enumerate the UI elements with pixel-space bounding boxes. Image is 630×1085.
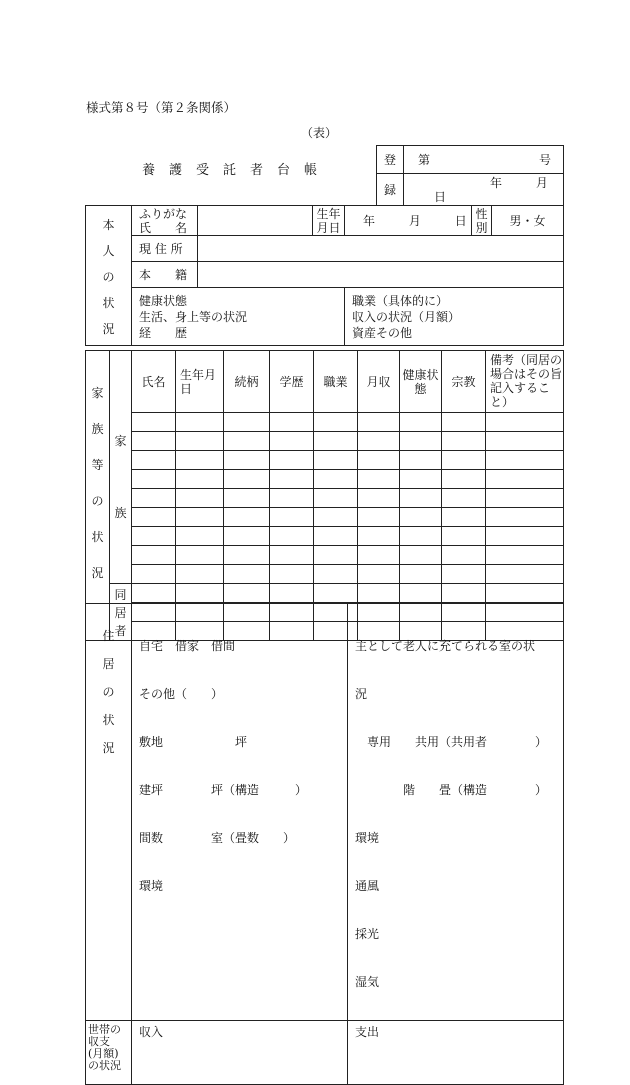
housing-label-char: 況 — [102, 741, 115, 755]
family-sublabel-char: 族 — [114, 506, 127, 520]
cohabitant-row[interactable] — [86, 584, 564, 603]
name-label: 氏 名 — [139, 220, 188, 235]
housing-line: 敷地 坪 — [139, 735, 248, 749]
birth-day-label: 日 — [454, 213, 467, 228]
col-header-health: 健康状態 — [400, 351, 442, 413]
family-section — [85, 350, 564, 641]
birth-label-cell — [313, 206, 345, 236]
furigana-label: ふりがな — [139, 206, 188, 221]
family-label-char: の — [91, 494, 104, 508]
housing-line: 建坪 坪（構造 ） — [139, 783, 308, 797]
reg-month-label: 月 — [535, 175, 548, 190]
family-row[interactable] — [86, 432, 564, 451]
reg-year-label: 年 — [490, 175, 503, 190]
room-line: 環境 — [355, 831, 380, 845]
room-line: 湿気 — [355, 975, 380, 989]
person-section — [85, 205, 564, 346]
cohabit-char: 同 — [114, 588, 127, 602]
sex-label-1: 性 — [475, 206, 488, 221]
registration-date-field[interactable] — [404, 174, 564, 206]
col-header-birthdate: 生年月日 — [176, 351, 224, 413]
finance-section-label — [86, 1021, 132, 1085]
family-row[interactable] — [86, 546, 564, 565]
birth-month-label: 月 — [408, 213, 421, 228]
finance-label-line: の状況 — [88, 1059, 121, 1072]
family-row[interactable] — [86, 451, 564, 470]
name-input[interactable] — [198, 206, 313, 236]
name-label-cell — [132, 206, 198, 236]
family-row[interactable] — [86, 470, 564, 489]
health-line: 健康状態 — [139, 294, 188, 308]
family-label-char: 況 — [91, 566, 104, 580]
person-label-char: の — [102, 270, 115, 284]
birth-date-input[interactable] — [345, 206, 472, 236]
family-row[interactable] — [86, 508, 564, 527]
person-label-char: 本 — [102, 218, 115, 232]
job-line: 資産その他 — [352, 326, 413, 340]
col-header-occupation: 職業 — [314, 351, 358, 413]
housing-line: その他（ ） — [139, 687, 224, 701]
housing-section-label — [86, 604, 132, 1021]
elderly-room-details[interactable] — [348, 604, 564, 1021]
family-section-label — [86, 351, 110, 641]
sex-label-2: 別 — [475, 220, 488, 235]
domicile-label: 本 籍 — [132, 262, 198, 288]
housing-label-char: 状 — [102, 713, 115, 727]
family-row[interactable] — [86, 413, 564, 432]
col-header-remarks: 備考（同居の場合はその旨記入すること） — [486, 351, 564, 413]
col-header-education: 学歴 — [270, 351, 314, 413]
family-sublabel — [110, 351, 132, 584]
registration-label-top: 登 — [377, 146, 404, 174]
col-header-religion: 宗教 — [442, 351, 486, 413]
expense-label: 支出 — [355, 1025, 380, 1039]
reg-day-label: 日 — [434, 189, 447, 204]
housing-label-char: 住 — [102, 629, 115, 643]
family-label-char: 族 — [91, 422, 104, 436]
document-title: 養護受託者台帳 — [142, 163, 332, 178]
cohabit-char: 居 — [114, 606, 127, 620]
job-line: 収入の状況（月額） — [352, 310, 461, 324]
housing-details[interactable] — [132, 604, 348, 1021]
address-label: 現 住 所 — [132, 236, 198, 262]
registration-number-field[interactable] — [404, 146, 564, 174]
family-label-char: 家 — [91, 386, 104, 400]
number-suffix: 号 — [538, 152, 551, 167]
cohabit-char: 者 — [114, 624, 127, 638]
family-label-char: 等 — [91, 458, 104, 472]
housing-label-char: の — [102, 685, 115, 699]
col-header-monthly-income: 月収 — [358, 351, 400, 413]
family-row[interactable] — [86, 565, 564, 584]
birth-label-2: 月日 — [316, 220, 341, 235]
address-input[interactable] — [198, 236, 564, 262]
room-line: 通風 — [355, 879, 380, 893]
housing-line: 環境 — [139, 879, 164, 893]
expense-field[interactable] — [348, 1021, 564, 1085]
form-number: 様式第８号（第２条関係） — [86, 100, 237, 115]
housing-line: 間数 室（畳数 ） — [139, 831, 296, 845]
registration-box — [376, 145, 564, 206]
col-header-name: 氏名 — [132, 351, 176, 413]
room-line: 況 — [355, 687, 368, 701]
family-row[interactable] — [86, 489, 564, 508]
room-line: 専用 共用（共用者 ） — [355, 735, 548, 749]
health-line: 経 歴 — [139, 326, 188, 340]
health-line: 生活、身上等の状況 — [139, 310, 248, 324]
col-header-relation: 続柄 — [224, 351, 270, 413]
birth-year-label: 年 — [363, 213, 376, 228]
health-status-cell[interactable] — [132, 288, 345, 346]
room-line: 採光 — [355, 927, 380, 941]
person-label-char: 況 — [102, 322, 115, 336]
occupation-cell[interactable] — [345, 288, 564, 346]
number-prefix: 第 — [418, 152, 431, 167]
domicile-input[interactable] — [198, 262, 564, 288]
sex-label-cell — [472, 206, 492, 236]
person-label-char: 人 — [102, 244, 115, 258]
birth-label-1: 生年 — [316, 206, 341, 221]
person-section-label — [86, 206, 132, 346]
housing-label-char: 居 — [102, 657, 115, 671]
family-label-char: 状 — [91, 530, 104, 544]
person-label-char: 状 — [102, 296, 115, 310]
family-sublabel-char: 家 — [114, 434, 127, 448]
family-row[interactable] — [86, 527, 564, 546]
sex-select[interactable]: 男・女 — [492, 206, 564, 236]
job-line: 職業（具体的に） — [352, 294, 449, 308]
housing-section — [85, 603, 564, 1085]
registration-label-bottom: 録 — [377, 174, 404, 206]
income-label: 収入 — [139, 1025, 164, 1039]
room-line: 主として老人に充てられる室の状 — [355, 639, 536, 653]
housing-line: 自宅 借家 借間 — [139, 639, 236, 653]
income-field[interactable] — [132, 1021, 348, 1085]
front-side-label: （表） — [301, 126, 338, 140]
finance-label-line: 収支 — [88, 1035, 110, 1048]
finance-label-line: (月額) — [88, 1047, 119, 1060]
finance-label-line: 世帯の — [88, 1023, 121, 1036]
room-line: 階 畳（構造 ） — [355, 783, 548, 797]
